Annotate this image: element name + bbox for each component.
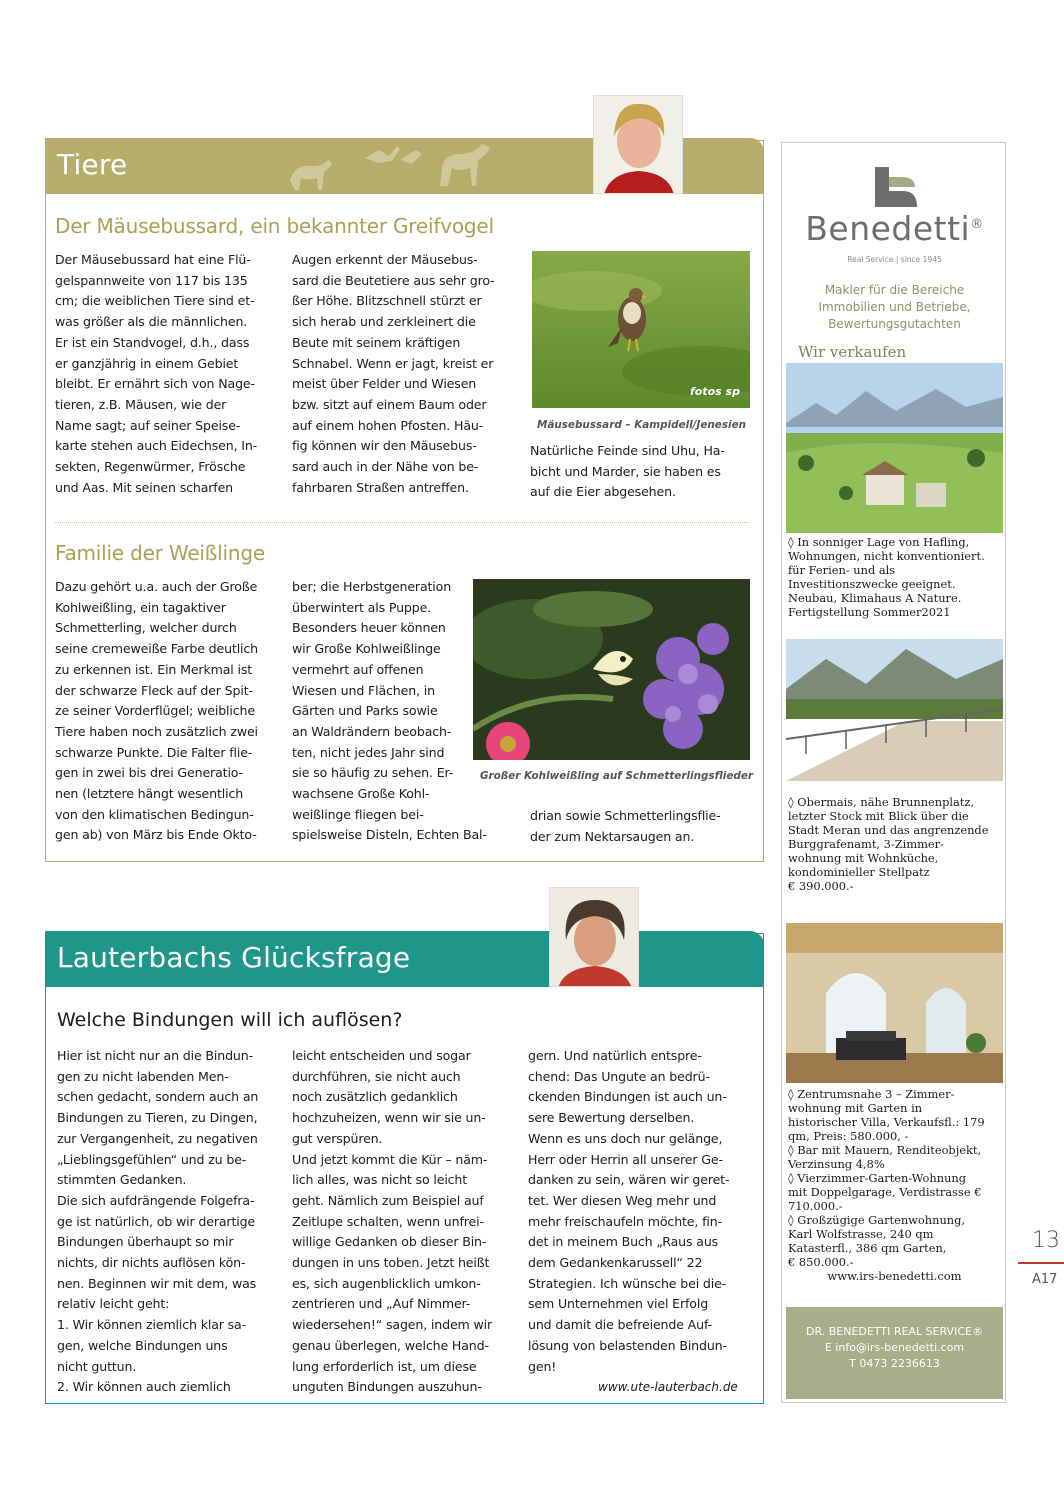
benedetti-advertisement [781,142,1006,1403]
section-divider [55,522,749,523]
footer-email: E info@irs-benedetti.com [824,1341,965,1354]
listing-hafling: ◊ In sonniger Lage von Hafling, Wohnungen, nicht konventioniert. für Ferien- und als Investitionszwecke geeignet. Neubau, Klimahaus A Nature. Fertigstellung Sommer2021 [788,535,985,619]
page-number-rule [1018,1262,1064,1264]
lauterbach-column-1: Hier ist nicht nur an die Bindun- gen zu nicht labenden Men- schen gedacht, sondern auch an Bindungen zu Tieren, zu Dingen, zur Vergangenheit, zu negativen „Lieblingsgefühlen“ und zu be- stimmten Gedanken. Die sich aufdrängende Folgefra- ge ist natürlich, ob wir derartige Bindungen überhaupt so mir nichts, dir nichts auflösen kön- nen. Beginnen wir mit dem, was relativ leicht geht: 1. Wir können ziemlich klar sa- gen, welche Bindungen uns nicht guttun. 2. Wir können auch ziemlich [57,1048,259,1395]
photo-maeusebussard [532,251,750,408]
article1-column-1: Der Mäusebussard hat eine Flü- gelspannweite von 117 bis 135 cm; die weiblichen Tiere sind et- was größer als die männlichen. Er ist ein Standvogel, d.h., dass er ganzjährig in einem Gebiet bleibt. Er ernährt sich von Nage- tieren, z.B. Mäusen, wie der Name sagt; auf seiner Speise- karte stehen auch Eidechsen, In- sekten, Regenwürmer, Frösche und Aas. Mit seinen scharfen [55,252,258,495]
listing-photo-villa [786,923,1003,1083]
author-portrait-lauterbach [549,887,639,987]
listing-photo-obermais [786,639,1003,781]
animal-silhouettes-icon [270,140,530,194]
photo-kohlweissling [473,579,750,760]
article1-column-3: Natürliche Feinde sind Uhu, Ha- bicht und Marder, sie haben es auf die Eier abgesehen. [530,443,725,500]
lauterbach-title-band [45,931,764,987]
listing-obermais: ◊ Obermais, nähe Brunnenplatz, letzter Stock mit Blick über die Stadt Meran und das angrenzende Burggrafenamt, 3-Zimmer- wohnung mit Wohnküche, kondominieller Stellpatz € 390.000.- [788,795,989,893]
caption-kohlweissling: Großer Kohlweißling auf Schmetterlingsflieder [480,770,753,782]
footer-company: DR. BENEDETTI REAL SERVICE® [806,1325,983,1338]
benedetti-website: www.irs-benedetti.com [827,1269,962,1283]
lauterbach-column-2: leicht entscheiden und sogar durchführen, sie nicht auch noch zusätzlich gedanklich hochzuheizen, wenn wir sie un- gut verspüren. Und jetzt kommt die Kür – näm- lich alles, was nicht so leicht geht. Nämlich zum Beispiel auf Zeitlupe schalten, wenn unfrei- willige Gedanken ob dieser Bin- dungen in uns toben. Jetzt heißt es, sich augenblicklich umkon- zentrieren und „Auf Nimmer- wiedersehen!“ sagen, indem wir genau überlegen, welche Hand- lung erforderlich ist, um diese unguten Bindungen auszuhun- [292,1048,493,1395]
listing-photo-hafling [786,363,1003,533]
benedetti-brand [782,209,1007,248]
article-heading-weisslinge: Familie der Weißlinge [55,541,265,565]
article2-column-1: Dazu gehört u.a. auch der Große Kohlweißling, ein tagaktiver Schmetterling, welcher durch seine cremeweiße Farbe deutlich zu erkennen ist. Ein Merkmal ist der schwarze Fleck auf der Spit- ze seiner Vorderflügel; weibliche Tiere haben noch zusätzlich zwei schwarze Punkte. Die Falter flie- gen in zwei bis drei Generatio- nen (letztere hängt wesentlich von den klimatischen Bedingun- gen ab) von März bis Ende Okto- [55,579,259,843]
footer-phone: T 0473 2236613 [849,1357,940,1370]
article2-column-2: ber; die Herbstgeneration überwintert als Puppe. Besonders heuer können wir Große Kohlweißlinge vermehrt auf offenen Wiesen und Flächen, in Gärten und Parks sowie an Waldrändern beobach- ten, nicht jedes Jahr sind sie so häufig zu sehen. Er- wachsene Große Kohl- weißlinge fliegen bei- spielsweise Disteln, Echten Bal- [292,579,487,843]
article-heading-maeusebussard: Der Mäusebussard, ein bekannter Greifvogel [55,214,494,238]
lauterbach-title: Lauterbachs Glücksfrage [57,941,411,974]
listing-villa-and-more: ◊ Zentrumsnahe 3 – Zimmer- wohnung mit Garten in historischer Villa, Verkaufsfl.: 179 qm, Preis: 580.000, - ◊ Bar mit Mauern, Renditeobjekt, Verzinsung 4,8% ◊ Vierzimmer-Garten-Wohnung mit Doppelgarage, Verdistrasse € 710.000.- ◊ Großzügige Gartenwohnung, Karl Wolfstrasse, 240 qm Katasterfl., 386 qm Garten, € 850.000.- [788,1087,985,1269]
lauterbach-heading: Welche Bindungen will ich auflösen? [57,1009,403,1031]
page-number: 13 [1032,1228,1060,1253]
registered-mark: ® [970,217,984,232]
lauterbach-website: www.ute-lauterbach.de [598,1380,738,1394]
article1-column-2: Augen erkennt der Mäusebus- sard die Beutetiere aus sehr gro- ßer Höhe. Blitzschnell stürzt er sich herab und zerkleinert die Beute mit seinem kräftigen Schnabel. Wenn er jagt, kreist er meist über Felder und Wiesen bzw. sitzt auf einem Baum oder auf einem hohen Pfosten. Häu- fig können wir den Mäusebus- sard auch in der Nähe von be- fahrbaren Straßen antreffen. [292,252,495,495]
benedetti-tagline: Real Service | since 1945 [847,255,942,264]
tiere-title: Tiere [57,148,128,181]
page-code: A17 [1032,1272,1058,1287]
benedetti-logo-icon [869,165,919,209]
benedetti-subtitle: Makler für die Bereiche Immobilien und Betriebe, Bewertungsgutachten [818,283,971,331]
benedetti-brand-text: Benedetti [805,209,971,248]
wir-verkaufen-label: Wir verkaufen [798,343,907,361]
benedetti-footer [786,1307,1003,1399]
caption-maeusebussard: Mäusebussard – Kampidell/Jenesien [537,419,747,431]
article2-column-3: drian sowie Schmetterlingsflie- der zum Nektarsaugen an. [530,808,721,844]
photo-credit: fotos sp [690,385,740,398]
lauterbach-column-3: gern. Und natürlich entspre- chend: Das Ungute an bedrü- ckenden Bindungen ist auch un- sere Bewertung derselben. Wenn es uns doch nur gelänge, Herr oder Herrin all unserer Ge- danken zu sein, wären wir geret- tet. Wer diesen Weg mehr und mehr freischaufeln möchte, fin- det in meinem Buch „Raus aus dem Gedankenkarussell“ 22 Strategien. Ich wünsche bei die- sem Unternehmen viel Erfolg und damit die befreiende Auf- lösung von belastenden Bindun- gen! [528,1048,730,1374]
author-portrait-tiere [593,95,683,194]
